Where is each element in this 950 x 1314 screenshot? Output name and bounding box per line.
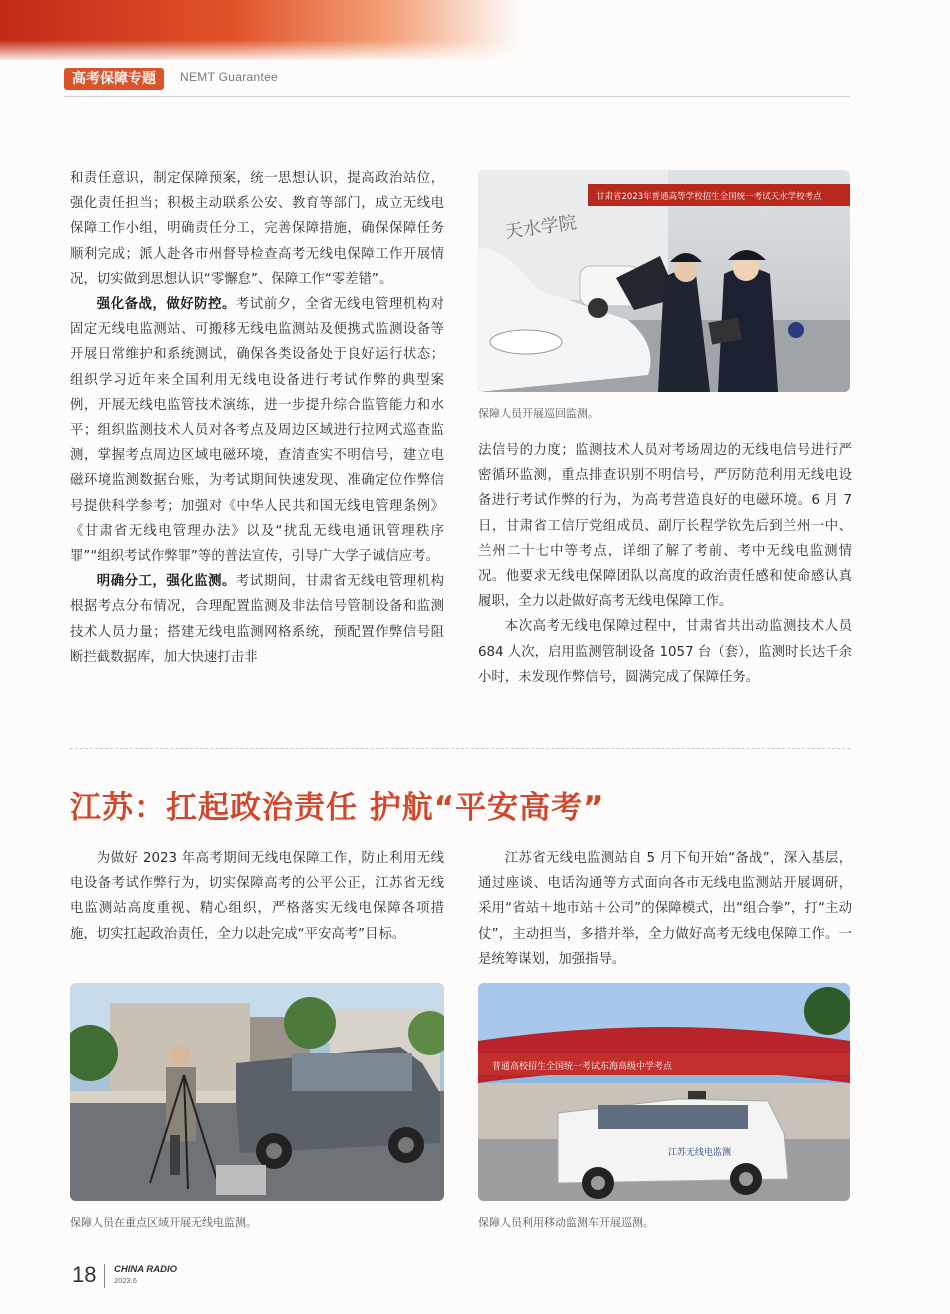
photo-caption: 保障人员利用移动监测车开展巡测。 xyxy=(478,1216,654,1229)
paragraph xyxy=(478,846,852,972)
gansu-right-column xyxy=(478,438,852,690)
paragraph xyxy=(478,438,852,614)
photo-banner-text: 甘肃省2023年普通高等学校招生全国统一考试天水学校考点 xyxy=(596,192,822,202)
paragraph-text: 考试前夕，全省无线电管理机构对固定无线电监测站、可搬移无线电监测站及便携式监测设备等开展日常维护和系统测试，确保各类设备处于良好运行状态；组织学习近年来全国利用无线电设备进行考试作弊的典型案例，开展无线电监管技术演练，进一步提升综合监管能力和水平；组织监测技术人员对各考点及周边区域进行拉网式巡查监测，掌握考点周边区域电磁环境，查清查实不明信号，建立电磁环境监测数据台账，为考试期间快速发现、准确定位作弊信号提供科学参考；加强对《中华人民共和国无线电管理条例》《甘肃省无线电管理办法》以及“扰乱无线电通讯管理秩序罪”“组织考试作弊罪”等的普法宣传，引导广大学子诚信应考。 xyxy=(70,297,445,565)
jiangsu-right-column xyxy=(478,846,852,972)
paragraph xyxy=(70,292,444,569)
photo-caption: 保障人员在重点区域开展无线电监测。 xyxy=(70,1216,257,1229)
decorative-band-fade xyxy=(0,40,520,62)
photo-van-text: 江苏无线电监测 xyxy=(668,1148,732,1158)
paragraph-lead: 强化备战，做好防控。 xyxy=(96,297,236,313)
photo-caption: 保障人员开展巡回监测。 xyxy=(478,407,599,420)
page-number: 18 xyxy=(72,1262,97,1287)
paragraph xyxy=(70,846,444,947)
section-tag-english: NEMT Guarantee xyxy=(180,70,279,84)
paragraph-lead: 明确分工，强化监测。 xyxy=(96,574,236,590)
photo-illustration xyxy=(478,170,850,392)
section-tag: 高考保障专题 xyxy=(64,68,164,90)
magazine-name: CHINA RADIO xyxy=(114,1264,177,1275)
photo-illustration xyxy=(70,983,444,1201)
paragraph-text: 为做好 2023 年高考期间无线电保障工作，防止利用无线电设备考试作弊行为，切实保障高考的公平公正，江苏省无线电监测站高度重视、精心组织，严格落实无线电保障各项措施，切实扛起政治责任，全力以赴完成“平安高考”目标。 xyxy=(70,851,444,942)
photo-mobile-monitoring-van xyxy=(478,983,850,1201)
section-divider xyxy=(70,748,850,749)
paragraph-text: 和责任意识，制定保障预案，统一思想认识，提高政治站位，强化责任担当；积极主动联系公安、教育等部门，成立无线电保障工作小组，明确责任分工，完善保障措施，确保保障任务顺利完成；派人赴各市州督导检查高考无线电保障工作开展情况，切实做到思想认识“零懈怠”、保障工作“零差错”。 xyxy=(70,171,444,287)
header-divider xyxy=(64,96,850,97)
photo-patrol-monitoring xyxy=(478,170,850,392)
article-title: 江苏：扛起政治责任 护航“平安高考” xyxy=(70,790,605,826)
photo-sign-text: 天水学院 xyxy=(503,212,578,243)
photo-banner-text: 普通高校招生全国统一考试东海高级中学考点 xyxy=(492,1062,673,1072)
jiangsu-left-column xyxy=(70,846,444,947)
photo-illustration xyxy=(478,983,850,1201)
gansu-left-column xyxy=(70,166,444,670)
photo-field-monitoring xyxy=(70,983,444,1201)
paragraph-text: 考试期间，甘肃省无线电管理机构根据考点分布情况，合理配置监测及非法信号管制设备和监测技术人员力量；搭建无线电监测网格系统，预配置作弊信号阻断拦截数据库，加大快速打击非 xyxy=(70,574,445,665)
paragraph-text: 法信号的力度；监测技术人员对考场周边的无线电信号进行严密循环监测，重点排查识别不明信号，严厉防范利用无线电设备进行考试作弊的行为，为高考营造良好的电磁环境。6 月 7 日，甘肃省工信厅党组成员、副厅长程学钦先后到兰州一中、兰州二十七中等考点，详细了解了考前、考中无线电监测情况。他要求无线电保障团队以高度的政治责任感和使命感认真履职，全力以赴做好高考无线电保障工作。 xyxy=(478,443,852,610)
paragraph xyxy=(70,166,444,292)
paragraph xyxy=(70,569,444,670)
paragraph-text: 江苏省无线电监测站自 5 月下旬开始“备战”，深入基层，通过座谈、电话沟通等方式面向各市无线电监测站开展调研，采用“省站＋地市站＋公司”的保障模式，出“组合拳”，打“主动仗”，主动担当，多措并举，全力做好高考无线电保障工作。一是统筹谋划，加强指导。 xyxy=(478,851,852,967)
issue-date: 2023.6 xyxy=(114,1276,137,1285)
paragraph-text: 本次高考无线电保障过程中，甘肃省共出动监测技术人员 684 人次，启用监测管制设备 1057 台（套），监测时长达千余小时，未发现作弊信号，圆满完成了保障任务。 xyxy=(478,619,852,685)
paragraph xyxy=(478,614,852,690)
footer-divider xyxy=(104,1264,105,1288)
